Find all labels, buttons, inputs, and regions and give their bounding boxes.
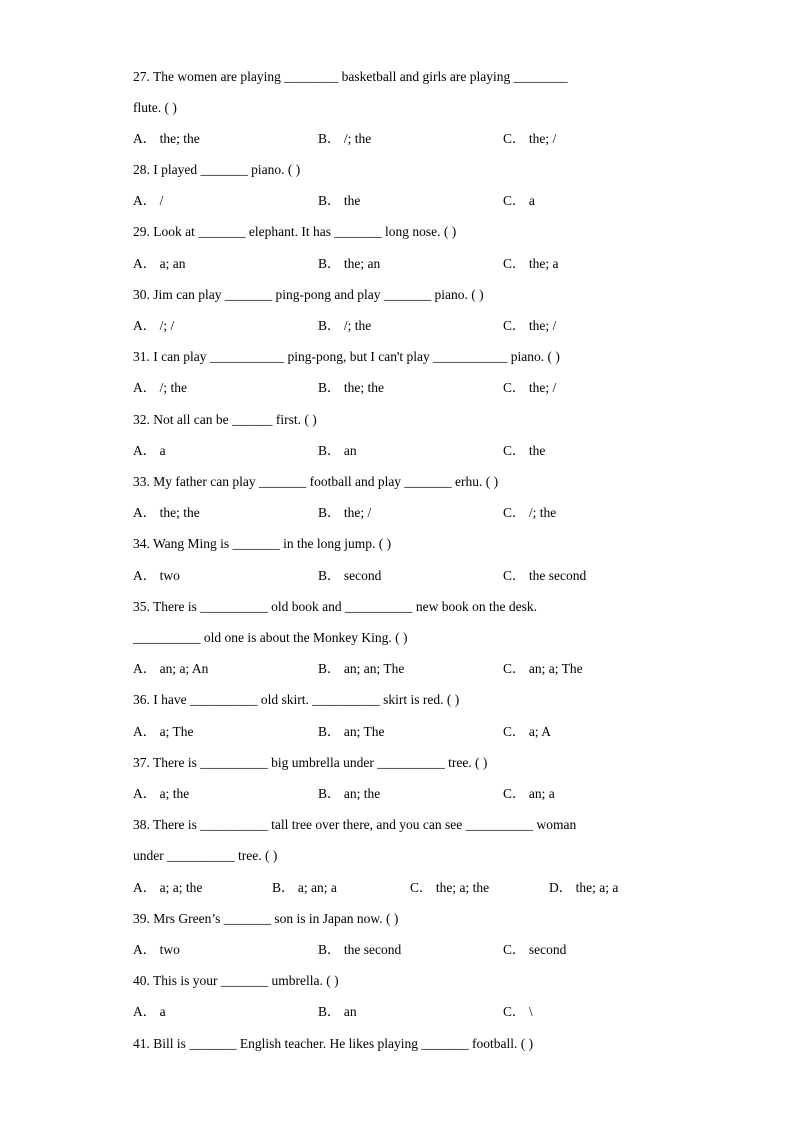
option-b: B． /; the <box>318 318 372 333</box>
question-35-cont: __________ old one is about the Monkey King. ( ) <box>133 630 408 645</box>
option-c: C． the second <box>503 568 587 583</box>
question-30: 30. Jim can play _______ ping-pong and play _______ piano. ( ) <box>133 287 484 302</box>
option-a: A． /; the <box>133 380 187 395</box>
question-36: 36. I have __________ old skirt. __________ skirt is red. ( ) <box>133 692 460 707</box>
option-c: C． the; a <box>503 256 559 271</box>
option-b: B． the second <box>318 942 402 957</box>
option-b: B． the <box>318 193 361 208</box>
option-b: B． a; an; a <box>272 880 337 895</box>
option-b: B． second <box>318 568 382 583</box>
option-b: B． an; The <box>318 724 385 739</box>
option-b: B． an <box>318 1004 357 1019</box>
option-b: B． /; the <box>318 131 372 146</box>
option-a: A． a; a; the <box>133 880 203 895</box>
option-c: C． a <box>503 193 535 208</box>
question-33: 33. My father can play _______ football and play _______ erhu. ( ) <box>133 474 499 489</box>
option-b: B． an <box>318 443 357 458</box>
option-b: B． the; / <box>318 505 372 520</box>
option-a: A． two <box>133 942 180 957</box>
option-a: A． /; / <box>133 318 175 333</box>
option-a: A． / <box>133 193 164 208</box>
option-c: C． second <box>503 942 567 957</box>
question-34: 34. Wang Ming is _______ in the long jump. ( ) <box>133 536 392 551</box>
option-a: A． a <box>133 443 166 458</box>
option-c: C． /; the <box>503 505 557 520</box>
option-c: C． \ <box>503 1004 533 1019</box>
option-a: A． a; The <box>133 724 194 739</box>
option-b: B． an; the <box>318 786 381 801</box>
question-37: 37. There is __________ big umbrella under __________ tree. ( ) <box>133 755 488 770</box>
option-a: A． an; a; An <box>133 661 209 676</box>
option-a: A． two <box>133 568 180 583</box>
question-38: 38. There is __________ tall tree over there, and you can see __________ woman <box>133 817 577 832</box>
question-40: 40. This is your _______ umbrella. ( ) <box>133 973 339 988</box>
option-a: A． a; an <box>133 256 186 271</box>
option-a: A． a; the <box>133 786 190 801</box>
option-b: B． the; the <box>318 380 384 395</box>
question-27-cont: flute. ( ) <box>133 100 177 115</box>
option-b: B． an; an; The <box>318 661 405 676</box>
option-c: C． the <box>503 443 546 458</box>
question-31: 31. I can play ___________ ping-pong, but I can't play ___________ piano. ( ) <box>133 349 560 364</box>
option-c: C． the; / <box>503 380 557 395</box>
option-c: C． the; / <box>503 318 557 333</box>
question-38-cont: under __________ tree. ( ) <box>133 848 278 863</box>
question-41: 41. Bill is _______ English teacher. He likes playing _______ football. ( ) <box>133 1036 534 1051</box>
question-29: 29. Look at _______ elephant. It has _______ long nose. ( ) <box>133 224 457 239</box>
option-c: C． an; a; The <box>503 661 583 676</box>
option-b: B． the; an <box>318 256 381 271</box>
option-a: A． the; the <box>133 505 200 520</box>
option-c: C． the; a; the <box>410 880 490 895</box>
option-c: C． a; A <box>503 724 552 739</box>
question-35: 35. There is __________ old book and __________ new book on the desk. <box>133 599 537 614</box>
option-a: A． a <box>133 1004 166 1019</box>
question-39: 39. Mrs Green’s _______ son is in Japan now. ( ) <box>133 911 399 926</box>
question-27: 27. The women are playing ________ basketball and girls are playing ________ <box>133 69 568 84</box>
option-a: A． the; the <box>133 131 200 146</box>
option-c: C． an; a <box>503 786 555 801</box>
question-28: 28. I played _______ piano. ( ) <box>133 162 301 177</box>
option-c: C． the; / <box>503 131 557 146</box>
option-d: D． the; a; a <box>549 880 619 895</box>
question-32: 32. Not all can be ______ first. ( ) <box>133 412 317 427</box>
